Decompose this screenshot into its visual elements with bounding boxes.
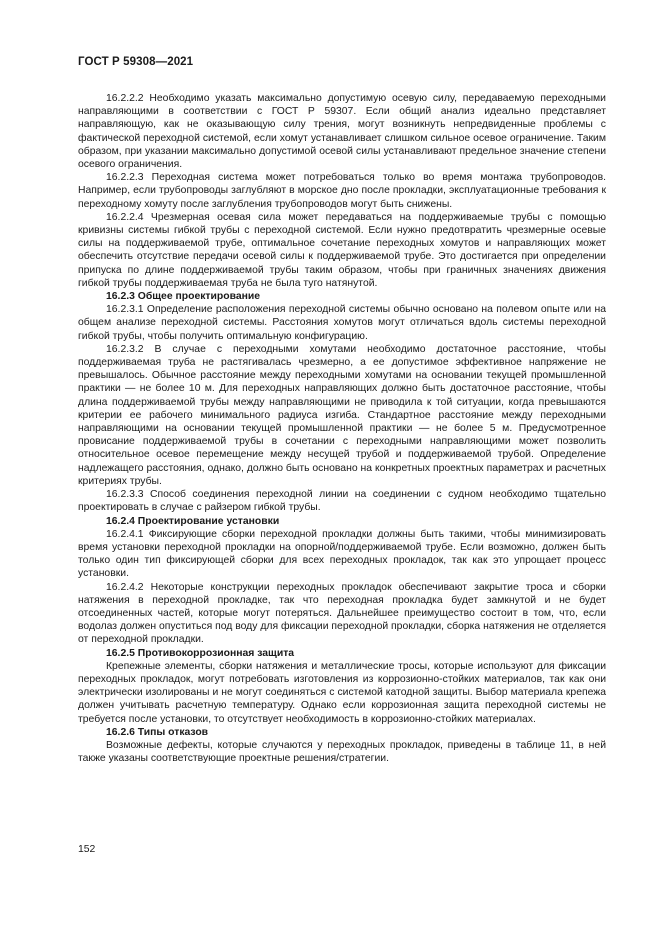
paragraph-16-2-5: Крепежные элементы, сборки натяжения и металлические тросы, которые используют для фиксации переходных прокладок, могут потребовать изготовления из коррозионно-стойких материалов, так как они электрически изолированы и не могут соединяться с системой катодной защиты. Выбор материала крепежа должен учитывать расчетную температуру. Однако если коррозионная защита переходной системы не требуется после установки, то отсутствует необходимость в коррозионно-стойких материалах. [78,660,606,725]
page [78,56,606,765]
paragraph-16-2-3-1: 16.2.3.1 Определение расположения переходной системы обычно основано на полевом опыте или на общем анализе переходной системы. Расстояния хомутов могут отличаться вдоль системы переходной гибкой трубы, чтобы получить оптимальную конфигурацию. [78,304,606,342]
document-body [78,92,606,765]
section-heading-16-2-3: 16.2.3 Общее проектирование [106,291,261,303]
paragraph-16-2-2-3: 16.2.2.3 Переходная система может потребоваться только во время монтажа трубопроводов. Например, если трубопроводы заглубляют в морское дно после прокладки, эксплуатационные требования к переходному хомуту после заглубления трубопроводов могут быть снижены. [78,172,606,210]
paragraph-16-2-6: Возможные дефекты, которые случаются у переходных прокладок, приведены в таблице 11, в ней также указаны соответствующие проектные решения/стратегии. [78,739,606,765]
page-number: 152 [78,844,96,855]
paragraph-16-2-3-2: 16.2.3.2 В случае с переходными хомутами необходимо достаточное расстояние, чтобы поддерживаемая труба не растягивалась чрезмерно, а ее допустимое эффективное напряжение не превышалось. Обычное расстояние между переходными хомутами на основании текущей промышленной практики — не более 10 м. Для переходных направляющих должно быть достаточное расстояние, чтобы длина поддерживаемой трубы между направляющими не приводила к той ситуации, когда превышаются критерии ее рабочего минимального радиуса изгиба. Стандартное расстояние между переходными направляющими на основании текущей промышленной практики — не более 5 м. Предусмотренное провисание поддерживаемой трубы в сочетании с переходными направляющими может позволить относительное осевое перемещение между несущей трубой и поддерживаемой трубой. Определение надлежащего расстояния, однако, должно быть основано на конкретных проектных параметрах и расчетных критериях трубы. [78,343,606,487]
paragraph-16-2-2-2: 16.2.2.2 Необходимо указать максимально допустимую осевую силу, передаваемую переходными направляющими в соответствии с ГОСТ Р 59307. Если общий анализ идеально представляет направляющую, как не оказывающую силу трения, могут возникнуть непредвиденные проблемы с фактической переходной системой, если хомут устанавливает слишком сильное осевое ограничение. Таким образом, при указании максимально допустимой осевой силы устанавливают предельное значение степени осевого ограничения. [78,93,606,171]
paragraph-16-2-4-1: 16.2.4.1 Фиксирующие сборки переходной прокладки должны быть такими, чтобы минимизировать время установки переходной прокладки на опорной/поддерживаемой трубе. Если возможно, должен быть только один тип фиксирующей сборки для всех переходных прокладок, так как это упрощает процесс установки. [78,528,606,580]
paragraph-16-2-3-3: 16.2.3.3 Способ соединения переходной линии на соединении с судном необходимо тщательно проектировать в случае с райзером гибкой трубы. [78,489,606,514]
paragraph-16-2-4-2: 16.2.4.2 Некоторые конструкции переходных прокладок обеспечивают закрытие троса и сборки натяжения в переходной прокладке, так что переходная прокладка будет замкнутой и не будет отсоединенных частей, которые могут потеряться. Дальнейшее преимущество состоит в том, что, если водолаз должен опуститься под воду для фиксации переходной прокладки, сборка натяжения не отделяется от переходной прокладки. [78,581,606,646]
section-heading-16-2-5: 16.2.5 Противокоррозионная защита [106,647,295,659]
section-heading-16-2-6: 16.2.6 Типы отказов [106,726,209,738]
document-header: ГОСТ Р 59308—2021 [78,56,194,68]
paragraph-16-2-2-4: 16.2.2.4 Чрезмерная осевая сила может передаваться на поддерживаемые трубы с помощью кривизны системы гибкой трубы с переходной системой. Если нужно предотвратить чрезмерные осевые силы на поддерживаемой трубе, оптимальное сочетание переходных хомутов и направляющих может обеспечить отсутствие передачи осевой силы к поддерживаемой трубе. Это достигается при определении припуска по длине поддерживаемой трубы таким образом, чтобы при граничных значениях движения гибкой трубы поддерживаемая труба не была туго натянутой. [78,211,606,289]
section-heading-16-2-4: 16.2.4 Проектирование установки [106,515,280,527]
